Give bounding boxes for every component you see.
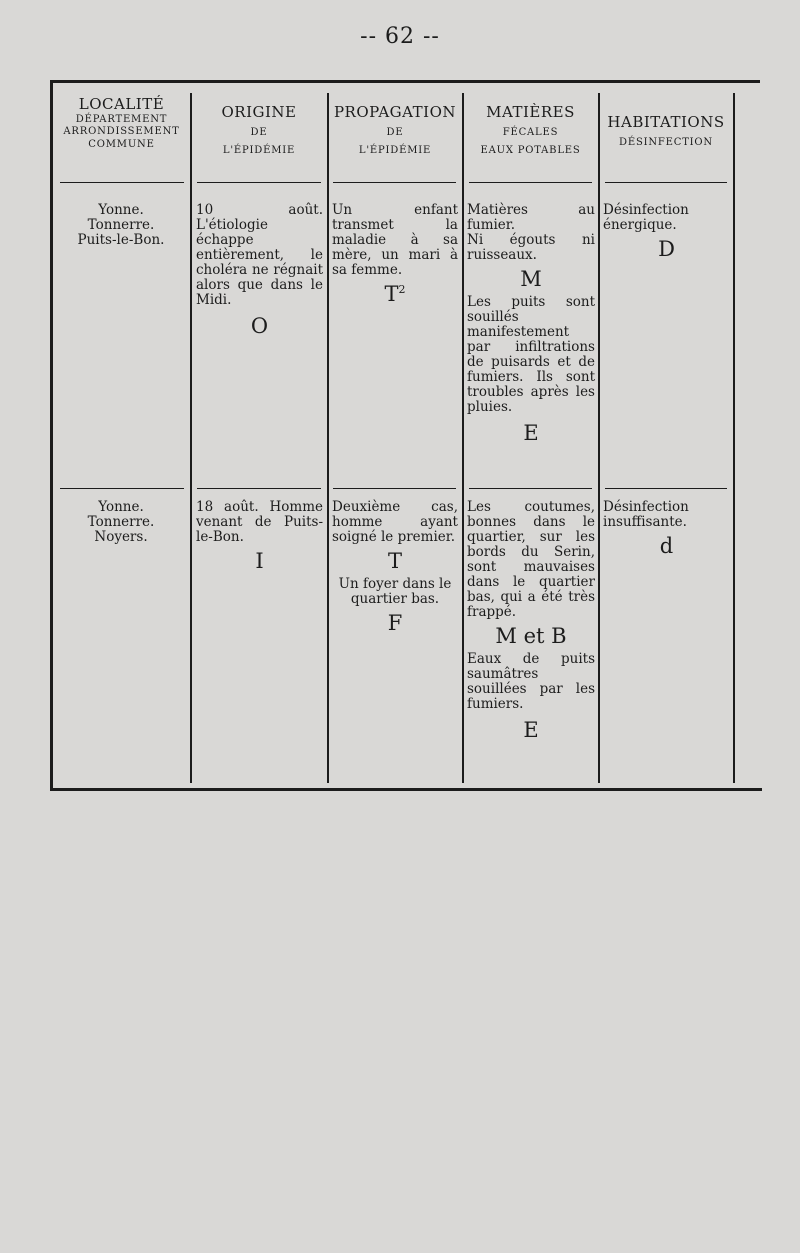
localite-line: Tonnerre. — [87, 514, 155, 530]
header-subtitle: DÉPARTEMENT — [75, 113, 168, 125]
row2-propagation — [332, 500, 458, 639]
propagation-text: Un enfant transmet la maladie à sa mère, un mari à sa femme. — [332, 202, 458, 278]
header-subtitle: COMMUNE — [88, 138, 155, 150]
page-number: -- 62 -- — [360, 24, 440, 49]
header-subtitle: DE — [250, 126, 268, 138]
row1-matieres — [467, 203, 595, 449]
column-divider — [733, 93, 735, 783]
matieres-text: Les coutumes, bonnes dans le quartier, sur les bords du Serin, sont mauvaises dans le quartier bas, qui a été très frappé. — [467, 499, 595, 620]
row1-origine — [196, 203, 323, 342]
row2-matieres — [467, 500, 595, 746]
header-underline — [469, 182, 592, 183]
header-subtitle: EAUX POTABLES — [480, 145, 581, 157]
header-localite — [53, 95, 190, 151]
column-divider — [190, 93, 192, 783]
code-letter: T — [384, 282, 399, 306]
propagation-text: Un foyer dans le quartier bas. — [338, 576, 452, 607]
header-subtitle: ARRONDISSEMENT — [63, 126, 180, 138]
header-matieres — [463, 103, 598, 158]
header-subtitle: L'ÉPIDÉMIE — [358, 145, 432, 157]
localite-line: Noyers. — [94, 529, 148, 545]
row1-propagation — [332, 203, 458, 310]
header-origine — [191, 103, 327, 158]
header-title: LOCALITÉ — [78, 95, 165, 113]
header-subtitle: DÉSINFECTION — [619, 136, 713, 148]
matieres-text: Eaux de puits saumâtres souillées par les fumiers. — [467, 651, 595, 712]
propagation-code: T — [387, 549, 402, 573]
header-habitations — [599, 113, 733, 149]
origine-code: I — [255, 549, 264, 573]
habitations-code: d — [659, 534, 674, 558]
header-subtitle: FÉCALES — [502, 126, 559, 138]
matieres-code: M et B — [495, 624, 567, 648]
localite-line: Tonnerre. — [87, 217, 155, 233]
localite-line: Yonne. — [98, 499, 144, 515]
column-divider — [327, 93, 329, 783]
header-underline — [60, 182, 184, 183]
origine-text: 10 août. L'étiologie échappe entièrement, le choléra ne régnait alors que dans le Midi. — [196, 202, 323, 308]
habitations-text: Désinfection insuffisante. — [603, 499, 689, 530]
header-underline — [605, 182, 727, 183]
habitations-code: D — [658, 237, 675, 261]
row-separator — [197, 488, 321, 489]
column-divider — [462, 93, 464, 783]
row-separator — [60, 488, 184, 489]
header-underline — [333, 182, 456, 183]
row2-habitations — [603, 500, 730, 562]
header-subtitle: L'ÉPIDÉMIE — [222, 145, 296, 157]
matieres-text: Matières au fumier. — [467, 202, 595, 233]
matieres-text: Les puits sont souillés manifestement par infiltrations de puisards et de fumiers. Ils sont troubles après les pluies. — [467, 294, 595, 415]
row-separator — [605, 488, 727, 489]
header-underline — [197, 182, 321, 183]
origine-text: 18 août. Homme venant de Puits-le-Bon. — [196, 499, 323, 545]
header-title: ORIGINE — [221, 103, 297, 121]
header-title: PROPAGATION — [333, 103, 457, 121]
table-bottom-rule — [50, 788, 762, 791]
header-subtitle: DE — [386, 126, 404, 138]
localite-line: Yonne. — [98, 202, 144, 218]
matieres-code: M — [520, 267, 542, 291]
propagation-text: Deuxième cas, homme ayant soigné le premier. — [332, 499, 458, 545]
row1-localite — [55, 203, 187, 248]
matieres-code: E — [523, 718, 539, 742]
row2-localite — [55, 500, 187, 545]
table-left-rule — [50, 80, 53, 791]
origine-code: O — [250, 314, 269, 338]
matieres-text: Ni égouts ni ruisseaux. — [467, 232, 595, 263]
table-top-rule — [50, 80, 760, 83]
row-separator — [469, 488, 592, 489]
header-title: HABITATIONS — [607, 113, 725, 131]
habitations-text: Désinfection énergique. — [603, 202, 689, 233]
propagation-code: F — [387, 611, 403, 635]
row2-origine — [196, 500, 323, 577]
header-title: MATIÈRES — [486, 103, 575, 121]
header-propagation — [328, 103, 462, 158]
row1-habitations — [603, 203, 730, 265]
column-divider — [598, 93, 600, 783]
code-superscript: 2 — [398, 283, 406, 296]
localite-line: Puits-le-Bon. — [77, 232, 165, 248]
matieres-code: E — [523, 421, 539, 445]
propagation-code — [332, 280, 458, 308]
row-separator — [333, 488, 456, 489]
